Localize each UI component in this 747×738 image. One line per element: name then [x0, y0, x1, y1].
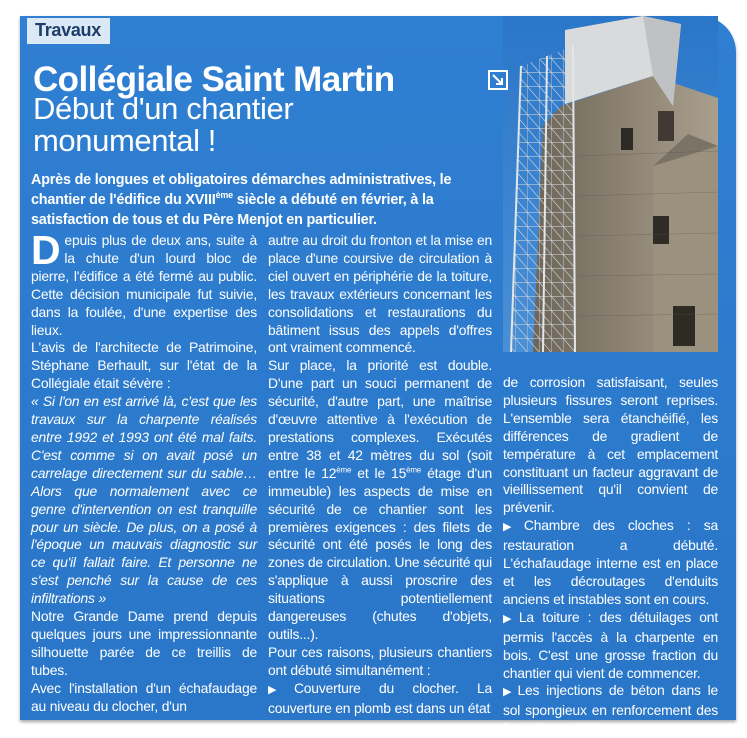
- paragraph: autre au droit du fronton et la mise en place d'une coursive de circulation à ciel ouvert en périphérie de la toiture, les travaux extérieurs concernant les consolidations et restaurations du bâtiment issus des appels d'offres ont vraiment commencé.: [268, 232, 492, 356]
- text-column-3: [503, 374, 718, 738]
- drop-cap: D: [31, 227, 61, 273]
- quote: [31, 393, 257, 608]
- triangle-right-icon: ▶: [503, 612, 516, 625]
- paragraph-text: Les injections de béton dans le sol spongieux en renforcement des fondations initiales: [503, 682, 719, 737]
- section-tag: Travaux: [27, 18, 110, 44]
- paragraph-text: et le 15: [351, 464, 407, 481]
- paragraph: Notre Grande Dame prend depuis quelques jours une impressionnante silhouette parée de ce treillis de tubes.: [31, 608, 257, 678]
- paragraph: [268, 357, 492, 644]
- window-icon: [621, 128, 633, 150]
- triangle-right-icon: ▶: [268, 683, 291, 696]
- article-title: Collégiale Saint Martin: [33, 60, 395, 99]
- arrow-down-right-icon[interactable]: [488, 70, 508, 90]
- paragraph: [31, 227, 257, 339]
- text-column-1: [31, 227, 257, 715]
- paragraph: de corrosion satisfaisant, seules plusieurs fissures seront reprises. L'ensemble sera étanchéifié, les différences de gradient de température à cet emplacement constituant un facteur aggravant de vieillissement qu'il convient de prévenir.: [503, 374, 718, 516]
- window-icon: [653, 216, 669, 244]
- paragraph: L'avis de l'architecte de Patrimoine, Stéphane Berhault, sur l'état de la Collégiale était sévère :: [31, 339, 257, 392]
- text-column-2: [268, 232, 492, 717]
- window-icon: [673, 306, 695, 346]
- paragraph-text: epuis plus de deux ans, suite à la chute d'un lourd bloc de pierre, l'édifice a été fermé au public. Cette décision municipale fut suivie, dans la foulée, d'une expertise des lieux.: [31, 232, 257, 338]
- paragraph-text: étage d'un immeuble) les aspects de mise en sécurité de ce chantier sont les premières exigences : des filets de sécurité ont été posés le long des zones de circulation. Une sécurité qui s'applique à aussi proscrire des situations potentiellement dangereuses (chutes d'objets, outils...).: [268, 464, 492, 642]
- quote-text: « Si l'on en est arrivé là, c'est que les travaux sur la charpente réalisés entre 1992 et 1993 ont été mal faits. C'est comme si on avait posé un carrelage directement sur du sable… Alors que normalement avec ce genre d'intervention on est tranquille pour un siècle. De plus, on a posé à l'époque un mauvais diagnostic sur ce qu'il fallait faire. Et personne ne s'est penché sur la cause de ces infiltrations »: [31, 393, 257, 607]
- triangle-right-icon: ▶: [503, 686, 515, 699]
- church-tower-illustration: [503, 16, 718, 352]
- paragraph-text: La toiture : des détuilages ont permis l'accès à la charpente en bois. C'est une grosse fraction du chantier qui vient de commencer.: [503, 608, 718, 681]
- end-square-icon: [617, 725, 625, 733]
- article-subtitle: Début d'un chantier monumental !: [33, 91, 294, 158]
- paragraph: Avec l'installation d'un échafaudage au niveau du clocher, d'un: [31, 679, 257, 714]
- lead-text: siècle a débuté en février, à la satisfaction de tous et du Père Menjot en particulier.: [31, 192, 434, 228]
- article-lead: [31, 170, 499, 230]
- lead-text: Après de longues et obligatoires démarches administratives, le chantier de l'édifice du XVIII: [31, 172, 452, 208]
- paragraph: Pour ces raisons, plusieurs chantiers ont débuté simultanément :: [268, 643, 492, 678]
- bullet-paragraph: [503, 682, 718, 738]
- paragraph-text: Couverture du clocher. La couverture en plomb est dans un état: [268, 679, 492, 716]
- superscript: ème: [336, 465, 352, 475]
- window-icon: [658, 111, 674, 141]
- bullet-paragraph: [503, 609, 718, 683]
- superscript: ème: [406, 465, 422, 475]
- lead-superscript: ème: [215, 190, 233, 201]
- church-photo: [503, 16, 718, 352]
- triangle-right-icon: ▶: [503, 521, 521, 534]
- bullet-paragraph: [268, 680, 492, 718]
- paragraph-text: Chambre des cloches : sa restauration a débuté. L'échafaudage interne est en place et les décroutages d'enduits anciens et instables sont en cours.: [503, 517, 718, 607]
- paragraph-text: Sur place, la priorité est double. D'une part un souci permanent de sécurité, d'autre part, une maîtrise d'œuvre attentive à l'exécution de prestations complexes. Exécutés entre 38 et 42 mètres du sol (soit entre le 12: [268, 357, 492, 481]
- bullet-paragraph: [503, 517, 718, 609]
